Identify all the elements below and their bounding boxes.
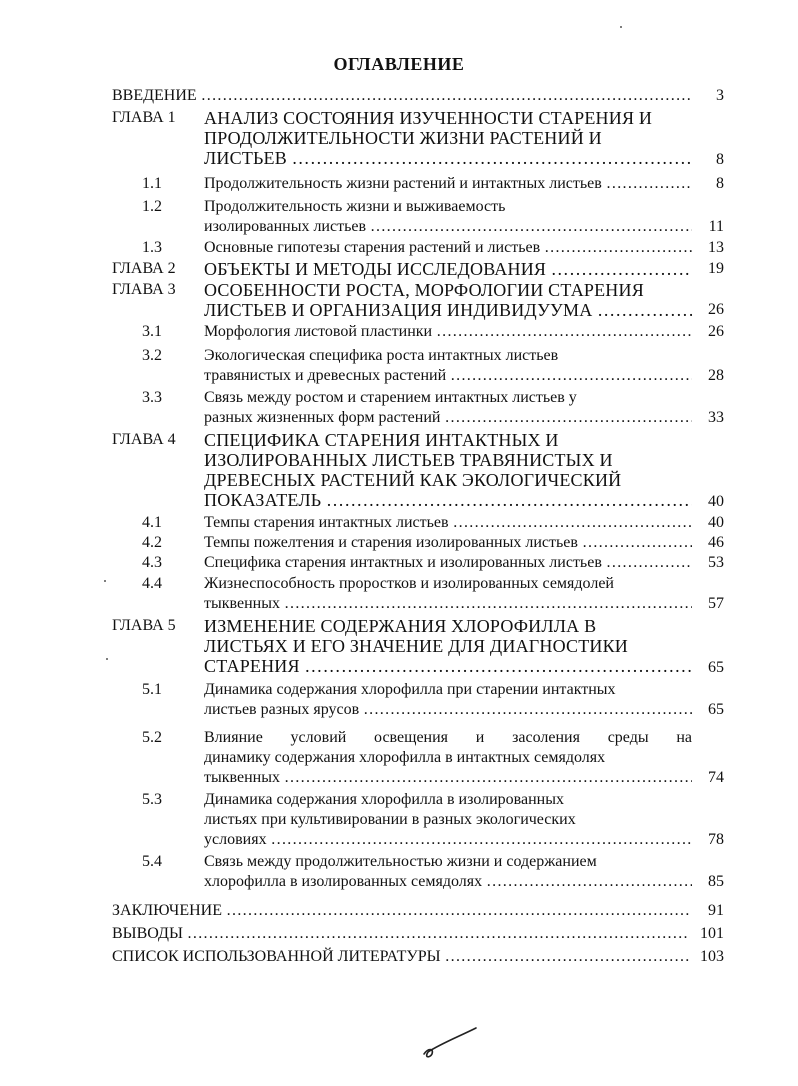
toc-title-line: тыквенных …………………………………………………………………………………………………………………………………… xyxy=(204,768,692,788)
toc-page: 19 xyxy=(708,260,724,277)
toc-title-line: тыквенных …………………………………………………………………………………………………………………………………… xyxy=(204,594,692,614)
toc-page: 33 xyxy=(708,409,724,426)
toc-page: 65 xyxy=(708,659,724,676)
toc-title-line: ИЗМЕНЕНИЕ СОДЕРЖАНИЯ ХЛОРОФИЛЛА В xyxy=(204,616,597,636)
toc-label: 3.1 xyxy=(142,323,162,340)
toc-label: 1.3 xyxy=(142,239,162,256)
toc-label: ГЛАВА 3 xyxy=(112,281,176,298)
toc-page: 11 xyxy=(708,218,724,235)
toc-page: 53 xyxy=(708,554,724,571)
toc-title-line: разных жизненных форм растений …………………………………………………………………………………………………………………………………… xyxy=(204,408,692,428)
toc-label: 1.1 xyxy=(142,175,162,192)
toc-label: ГЛАВА 4 xyxy=(112,431,176,448)
toc-title-line: ОБЪЕКТЫ И МЕТОДЫ ИССЛЕДОВАНИЯ …………………………………………………………………………………………………………………………………… xyxy=(204,259,692,279)
toc-title-line: АНАЛИЗ СОСТОЯНИЯ ИЗУЧЕННОСТИ СТАРЕНИЯ И xyxy=(204,108,653,128)
toc-title-line: Динамика содержания хлорофилла при старении интактных xyxy=(204,681,616,698)
toc-title-line: изолированных листьев …………………………………………………………………………………………………………………………………… xyxy=(204,217,692,237)
toc-page: 13 xyxy=(708,239,724,256)
toc-page: 65 xyxy=(708,701,724,718)
toc-label: 5.2 xyxy=(142,729,162,746)
scan-speck xyxy=(104,580,106,582)
toc-title-line: динамику содержания хлорофилла в интактных семядолях xyxy=(204,749,606,766)
toc-page: 74 xyxy=(708,769,724,786)
toc-title-line: Темпы пожелтения и старения изолированных листьев …………………………………………………………………………………………………………………………………… xyxy=(204,533,692,553)
toc-title-line: Связь между ростом и старением интактных листьев у xyxy=(204,389,577,406)
toc-label: 5.1 xyxy=(142,681,162,698)
toc-label: 4.2 xyxy=(142,534,162,551)
toc-title-line: Специфика старения интактных и изолированных листьев …………………………………………………………………………………………………………………………………… xyxy=(204,553,692,573)
toc-title-line: Продолжительность жизни растений и интактных листьев …………………………………………………………………………………………………………………………………… xyxy=(204,174,692,194)
toc-page: 103 xyxy=(700,948,724,965)
scan-speck xyxy=(106,658,108,660)
toc-page: 78 xyxy=(708,831,724,848)
toc-title-line: Связь между продолжительностью жизни и содержанием xyxy=(204,853,597,870)
toc-title-line: травянистых и древесных растений …………………………………………………………………………………………………………………………………… xyxy=(204,366,692,386)
toc-title-line: Жизнеспособность проростков и изолированных семядолей xyxy=(204,575,614,592)
toc-title-line: Динамика содержания хлорофилла в изолированных xyxy=(204,791,564,808)
toc-page: 8 xyxy=(716,175,724,192)
toc-title-line: Экологическая специфика роста интактных листьев xyxy=(204,347,559,364)
toc-label: 3.2 xyxy=(142,347,162,364)
signature-mark xyxy=(420,1026,480,1062)
toc-label: ВЫВОДЫ …………………………………………………………………………………………………………………………………… xyxy=(112,924,690,944)
toc-title-line: листьев разных ярусов …………………………………………………………………………………………………………………………………… xyxy=(204,700,692,720)
toc-title-line: ПОКАЗАТЕЛЬ …………………………………………………………………………………………………………………………………… xyxy=(204,490,692,510)
toc-title-line: хлорофилла в изолированных семядолях …………………………………………………………………………………………………………………………………… xyxy=(204,872,692,892)
toc-title-line: Темпы старения интактных листьев …………………………………………………………………………………………………………………………………… xyxy=(204,513,692,533)
toc-title-line: ДРЕВЕСНЫХ РАСТЕНИЙ КАК ЭКОЛОГИЧЕСКИЙ xyxy=(204,470,622,490)
toc-page: 8 xyxy=(716,151,724,168)
toc-title-line: ЛИСТЬЕВ И ОРГАНИЗАЦИЯ ИНДИВИДУУМА …………………………………………………………………………………………………………………………………… xyxy=(204,300,692,320)
toc-page: 40 xyxy=(708,514,724,531)
toc-page: 85 xyxy=(708,873,724,890)
toc-title-line: ПРОДОЛЖИТЕЛЬНОСТИ ЖИЗНИ РАСТЕНИЙ И xyxy=(204,128,602,148)
toc-label: ГЛАВА 1 xyxy=(112,109,176,126)
toc-label: 5.3 xyxy=(142,791,162,808)
toc-page: 26 xyxy=(708,323,724,340)
toc-title-line: Морфология листовой пластинки …………………………………………………………………………………………………………………………………… xyxy=(204,322,692,342)
scan-speck xyxy=(620,26,622,28)
toc-title-line: ОСОБЕННОСТИ РОСТА, МОРФОЛОГИИ СТАРЕНИЯ xyxy=(204,280,644,300)
toc-label: ВВЕДЕНИЕ …………………………………………………………………………………………………………………………………… xyxy=(112,86,690,106)
toc-title-line: Влияние условий освещения и засоления среды на xyxy=(204,729,692,746)
toc-title-line: СТАРЕНИЯ …………………………………………………………………………………………………………………………………… xyxy=(204,656,692,676)
toc-title-line: Основные гипотезы старения растений и листьев …………………………………………………………………………………………………………………………………… xyxy=(204,238,692,258)
toc-label: ГЛАВА 5 xyxy=(112,617,176,634)
toc-label: 4.4 xyxy=(142,575,162,592)
toc-label: 4.1 xyxy=(142,514,162,531)
toc-title-line: листьях при культивировании в разных экологических xyxy=(204,811,576,828)
toc-label: 5.4 xyxy=(142,853,162,870)
toc-page: 91 xyxy=(708,902,724,919)
toc-page: 28 xyxy=(708,367,724,384)
toc-title-line: условиях …………………………………………………………………………………………………………………………………… xyxy=(204,830,692,850)
toc-title-line: ЛИСТЬЕВ …………………………………………………………………………………………………………………………………… xyxy=(204,148,692,168)
toc-label: 1.2 xyxy=(142,198,162,215)
toc-label: ГЛАВА 2 xyxy=(112,260,176,277)
toc-page: 101 xyxy=(700,925,724,942)
toc-page: 26 xyxy=(708,301,724,318)
toc-title-line: ИЗОЛИРОВАННЫХ ЛИСТЬЕВ ТРАВЯНИСТЫХ И xyxy=(204,450,613,470)
toc-page: 57 xyxy=(708,595,724,612)
toc-title-line: СПЕЦИФИКА СТАРЕНИЯ ИНТАКТНЫХ И xyxy=(204,430,559,450)
toc-page: 3 xyxy=(716,87,724,104)
page-title: ОГЛАВЛЕНИЕ xyxy=(333,54,465,74)
toc-title-line: ЛИСТЬЯХ И ЕГО ЗНАЧЕНИЕ ДЛЯ ДИАГНОСТИКИ xyxy=(204,636,629,656)
toc-label: 3.3 xyxy=(142,389,162,406)
toc-title-line: Продолжительность жизни и выживаемость xyxy=(204,198,506,215)
toc-label: 4.3 xyxy=(142,554,162,571)
toc-label: ЗАКЛЮЧЕНИЕ …………………………………………………………………………………………………………………………………… xyxy=(112,901,690,921)
toc-label: СПИСОК ИСПОЛЬЗОВАННОЙ ЛИТЕРАТУРЫ …………………………………………………………………………………………………………………………………… xyxy=(112,947,690,967)
toc-page: 40 xyxy=(708,493,724,510)
toc-page: 46 xyxy=(708,534,724,551)
